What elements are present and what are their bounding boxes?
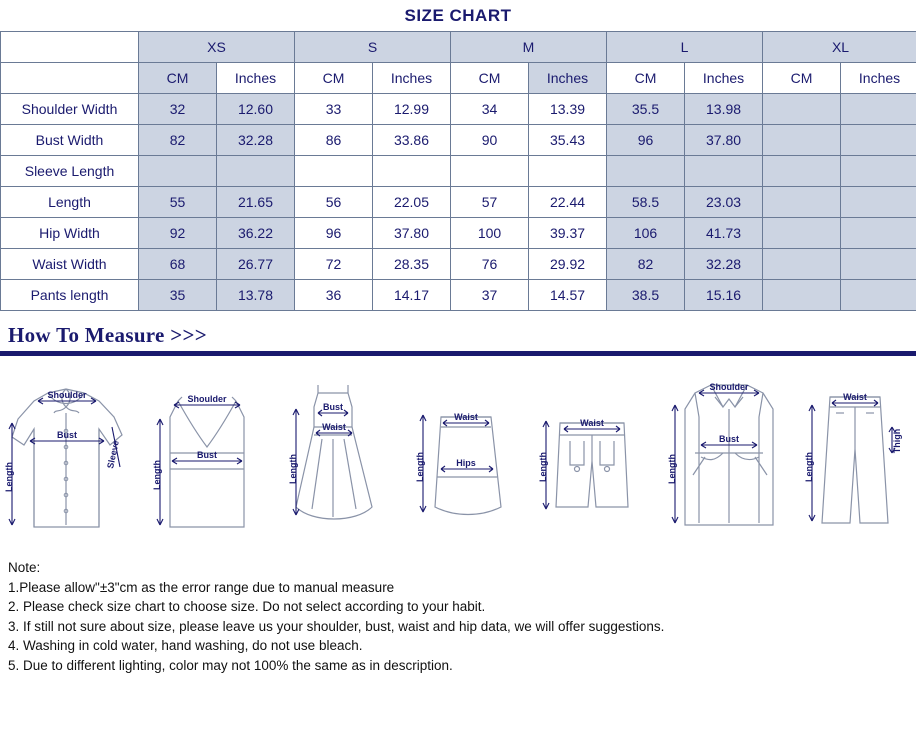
unit-header-xl-cm: CM: [763, 63, 841, 94]
cell: 35: [139, 280, 217, 311]
unit-header-s-cm: CM: [295, 63, 373, 94]
table-row: [1, 156, 916, 187]
notes-section: [0, 552, 916, 675]
unit-header-xs-cm: CM: [139, 63, 217, 94]
cell: 58.5: [607, 187, 685, 218]
cell: 106: [607, 218, 685, 249]
svg-text:Length: Length: [152, 460, 163, 490]
measurement-figures: [0, 356, 916, 552]
cell: [841, 156, 916, 187]
figure-trench-coat: [665, 357, 793, 552]
cell: [763, 125, 841, 156]
cell: [295, 156, 373, 187]
cell: [529, 156, 607, 187]
unit-header-s-in: Inches: [373, 63, 451, 94]
cell: 22.05: [373, 187, 451, 218]
row-label: Length: [1, 187, 139, 218]
cell: 23.03: [685, 187, 763, 218]
cell: 96: [607, 125, 685, 156]
table-header-sizes: [1, 32, 916, 63]
cell: 92: [139, 218, 217, 249]
cell: [763, 218, 841, 249]
svg-text:Bust: Bust: [197, 450, 218, 460]
note-item: 2. Please check size chart to choose size. Do not select according to your habit.: [8, 599, 486, 614]
row-label: Sleeve Length: [1, 156, 139, 187]
svg-text:Shoulder: Shoulder: [47, 390, 87, 400]
cell: 35.43: [529, 125, 607, 156]
size-header-m: M: [451, 32, 607, 63]
cell: 14.57: [529, 280, 607, 311]
cell: [139, 156, 217, 187]
page-title: SIZE CHART: [404, 6, 512, 25]
cell: 37: [451, 280, 529, 311]
cell: 32: [139, 94, 217, 125]
cell: 57: [451, 187, 529, 218]
table-row: [1, 249, 916, 280]
svg-text:Waist: Waist: [321, 422, 346, 432]
cell: 82: [607, 249, 685, 280]
size-chart-table: [0, 31, 916, 311]
cell: 32.28: [685, 249, 763, 280]
cell: 86: [295, 125, 373, 156]
cell: 55: [139, 187, 217, 218]
cell: [841, 280, 916, 311]
cell: 36.22: [217, 218, 295, 249]
cell: [841, 125, 916, 156]
cell: 13.39: [529, 94, 607, 125]
svg-text:Sleeve: Sleeve: [105, 439, 121, 470]
cell: [841, 218, 916, 249]
cell: 29.92: [529, 249, 607, 280]
cell: 22.44: [529, 187, 607, 218]
figure-blouse: [4, 357, 139, 552]
figure-a-line-skirt: [403, 357, 521, 552]
table-row: [1, 280, 916, 311]
unit-header-m-cm: CM: [451, 63, 529, 94]
table-row: [1, 94, 916, 125]
cell: 33: [295, 94, 373, 125]
cell: 41.73: [685, 218, 763, 249]
size-header-s: S: [295, 32, 451, 63]
cell: 32.28: [217, 125, 295, 156]
svg-text:Waist: Waist: [843, 392, 867, 402]
cell: [607, 156, 685, 187]
table-header-units: [1, 63, 916, 94]
row-label: Bust Width: [1, 125, 139, 156]
cell: 28.35: [373, 249, 451, 280]
unit-header-l-in: Inches: [685, 63, 763, 94]
cell: [763, 280, 841, 311]
corner-cell: [1, 32, 139, 63]
cell: 35.5: [607, 94, 685, 125]
svg-text:Length: Length: [414, 452, 425, 482]
figure-shorts: [530, 357, 655, 552]
svg-text:Waist: Waist: [580, 418, 605, 428]
table-row: [1, 218, 916, 249]
figure-flared-skirt: [276, 357, 394, 552]
cell: 37.80: [373, 218, 451, 249]
cell: [841, 187, 916, 218]
cell: 26.77: [217, 249, 295, 280]
unit-header-l-cm: CM: [607, 63, 685, 94]
cell: 100: [451, 218, 529, 249]
row-label: Shoulder Width: [1, 94, 139, 125]
how-to-measure-section: [0, 321, 916, 552]
svg-text:Bust: Bust: [322, 402, 343, 412]
cell: [451, 156, 529, 187]
cell: 37.80: [685, 125, 763, 156]
notes-heading: Note:: [8, 560, 41, 575]
cell: 76: [451, 249, 529, 280]
cell: [373, 156, 451, 187]
cell: [763, 156, 841, 187]
figure-trousers: [802, 357, 912, 552]
row-label: Pants length: [1, 280, 139, 311]
note-item: 4. Washing in cold water, hand washing, do not use bleach.: [8, 638, 363, 653]
cell: 15.16: [685, 280, 763, 311]
svg-text:Bust: Bust: [718, 434, 739, 444]
table-row: [1, 187, 916, 218]
cell: [841, 94, 916, 125]
cell: 12.99: [373, 94, 451, 125]
table-row: [1, 125, 916, 156]
svg-text:Length: Length: [538, 452, 549, 482]
cell: [763, 187, 841, 218]
how-to-measure-heading: How To Measure >>>: [8, 323, 208, 347]
cell: 34: [451, 94, 529, 125]
cell: 13.78: [217, 280, 295, 311]
figure-camisole: [148, 357, 266, 552]
cell: 38.5: [607, 280, 685, 311]
svg-text:Hips: Hips: [456, 458, 476, 468]
cell: 33.86: [373, 125, 451, 156]
cell: 82: [139, 125, 217, 156]
svg-text:Length: Length: [803, 452, 814, 482]
cell: [841, 249, 916, 280]
size-header-l: L: [607, 32, 763, 63]
svg-text:Thigh: Thigh: [891, 428, 902, 454]
size-header-xs: XS: [139, 32, 295, 63]
svg-text:Shoulder: Shoulder: [709, 382, 749, 392]
svg-text:Length: Length: [4, 462, 14, 492]
note-item: 3. If still not sure about size, please leave us your shoulder, bust, waist and hip data, we will offer suggestions.: [8, 618, 665, 634]
size-header-xl: XL: [763, 32, 916, 63]
row-label: Waist Width: [1, 249, 139, 280]
note-item: 1.Please allow"±3"cm as the error range due to manual measure: [8, 579, 395, 595]
note-item: 5. Due to different lighting, color may not 100% the same as in description.: [8, 657, 453, 673]
cell: 13.98: [685, 94, 763, 125]
row-label: Hip Width: [1, 218, 139, 249]
svg-text:Length: Length: [666, 454, 677, 484]
svg-text:Length: Length: [287, 454, 298, 484]
unit-header-xl-in: Inches: [841, 63, 916, 94]
cell: 68: [139, 249, 217, 280]
cell: 21.65: [217, 187, 295, 218]
svg-text:Bust: Bust: [57, 430, 77, 440]
cell: [217, 156, 295, 187]
svg-text:Shoulder: Shoulder: [187, 394, 227, 404]
svg-text:Waist: Waist: [454, 412, 478, 422]
unit-corner-cell: [1, 63, 139, 94]
cell: 56: [295, 187, 373, 218]
cell: [763, 94, 841, 125]
cell: 90: [451, 125, 529, 156]
unit-header-xs-in: Inches: [217, 63, 295, 94]
cell: 36: [295, 280, 373, 311]
cell: 39.37: [529, 218, 607, 249]
cell: [685, 156, 763, 187]
cell: [763, 249, 841, 280]
cell: 12.60: [217, 94, 295, 125]
cell: 96: [295, 218, 373, 249]
cell: 72: [295, 249, 373, 280]
unit-header-m-in: Inches: [529, 63, 607, 94]
cell: 14.17: [373, 280, 451, 311]
